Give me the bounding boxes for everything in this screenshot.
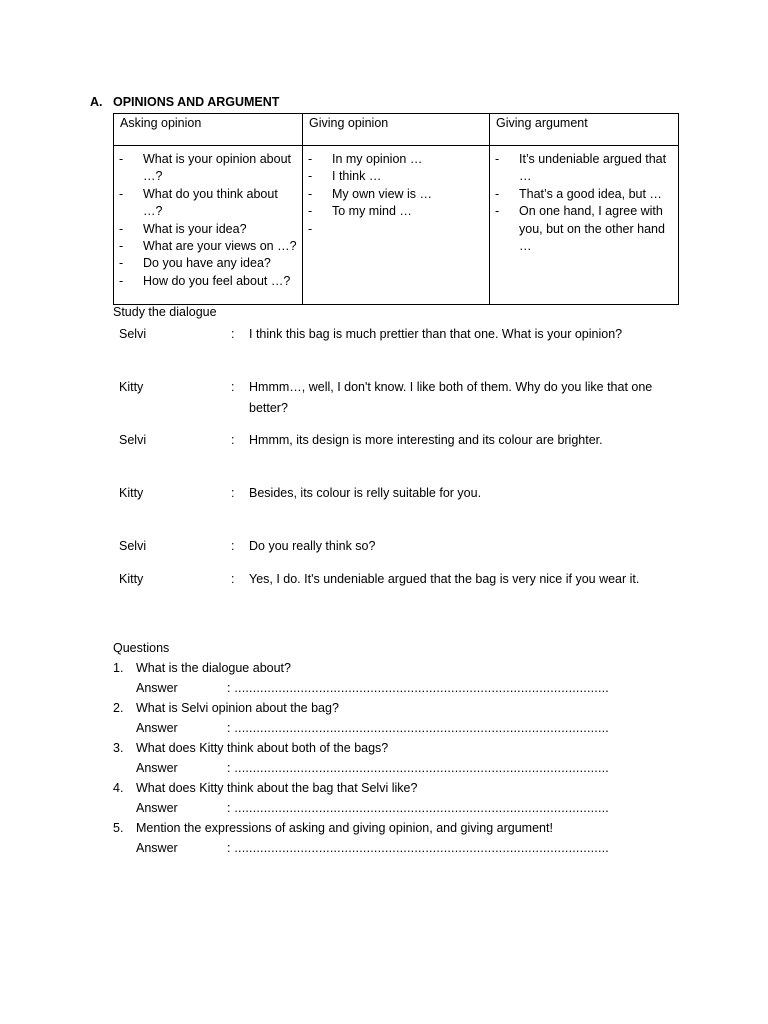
study-dialogue-heading: Study the dialogue [113,305,217,319]
dialogue-text: Yes, I do. It's undeniable argued that the bag is very nice if you wear it. [249,572,640,586]
list-item [308,151,485,168]
expression-text: It’s undeniable argued that … [519,152,667,184]
dialogue-colon: : [231,380,235,394]
expression-text: What do you think about …? [143,186,278,219]
header-asking-opinion: Asking opinion [114,114,303,146]
dialogue-text: Do you really think so? [249,539,376,553]
answer-blank[interactable]: : ...................................................................................................... [227,841,609,855]
expression-text: What are your views on …? [143,239,297,254]
list-item [119,255,298,272]
question-number: 5. [113,821,124,835]
dialogue-colon: : [231,539,235,553]
question-number: 2. [113,701,124,715]
speaker-name: Selvi [119,433,147,447]
dash-bullet: - [119,256,124,271]
dash-bullet: - [495,152,500,166]
dash-bullet: - [495,204,500,219]
dash-bullet: - [308,152,313,166]
answer-blank[interactable]: : ...................................................................................................... [227,681,609,695]
list-item [495,203,674,255]
question-number: 3. [113,741,124,755]
dialogue-text: Hmmm…, well, I don't know. I like both of them. Why do you like that one better? [249,380,653,415]
dash-bullet: - [308,186,313,201]
expressions-table [113,113,679,305]
asking-opinion-list [114,146,302,290]
expression-text: My own view is … [332,186,433,201]
giving-argument-list [490,146,678,255]
header-giving-opinion: Giving opinion [303,114,490,146]
speaker-name: Kitty [119,380,144,394]
question-text: What is Selvi opinion about the bag? [136,701,339,715]
dialogue-colon: : [231,486,235,500]
questions-heading: Questions [113,641,170,655]
header-giving-argument: Giving argument [490,114,679,146]
section-title: OPINIONS AND ARGUMENT [113,95,280,109]
answer-blank[interactable]: : ...................................................................................................... [227,721,609,735]
dialogue-colon: : [231,433,235,447]
expression-text [332,221,485,238]
list-item [495,151,674,186]
expression-text: Do you have any idea? [143,256,271,271]
dash-bullet: - [119,239,124,254]
speaker-name: Kitty [119,572,144,586]
list-item [119,221,298,238]
expression-text: To my mind … [332,204,412,219]
list-item [308,186,485,203]
speaker-name: Selvi [119,539,147,553]
dialogue-text: I think this bag is much prettier than that one. What is your opinion? [249,327,623,341]
dash-bullet: - [308,221,313,236]
answer-label: Answer [136,801,178,815]
section-heading [90,95,279,109]
list-item [308,221,485,238]
expression-text: In my opinion … [332,152,423,166]
speaker-name: Kitty [119,486,144,500]
list-item [495,186,674,203]
question-number: 4. [113,781,124,795]
giving-opinion-cell [303,146,490,305]
question-number: 1. [113,661,124,675]
list-item [119,273,298,290]
list-item [308,203,485,220]
answer-label: Answer [136,841,178,855]
expression-text: What is your opinion about …? [143,152,292,184]
expression-text: I think … [332,169,382,184]
dash-bullet: - [308,204,313,219]
dash-bullet: - [119,221,124,236]
dash-bullet: - [119,273,124,288]
giving-opinion-list [303,146,489,238]
answer-label: Answer [136,721,178,735]
question-text: What does Kitty think about both of the bags? [136,741,389,755]
expression-text: On one hand, I agree with you, but on the other hand … [519,204,665,254]
question-text: Mention the expressions of asking and giving opinion, and giving argument! [136,821,553,835]
expression-text: How do you feel about …? [143,273,291,288]
speaker-name: Selvi [119,327,147,341]
dialogue-colon: : [231,572,235,586]
dialogue-colon: : [231,327,235,341]
dash-bullet: - [308,169,313,184]
dash-bullet: - [495,186,500,201]
asking-opinion-cell [114,146,303,305]
answer-blank[interactable]: : ...................................................................................................... [227,801,609,815]
expression-text: That’s a good idea, but … [519,186,662,201]
dash-bullet: - [119,152,124,166]
question-text: What does Kitty think about the bag that Selvi like? [136,781,418,795]
list-item [119,151,298,186]
answer-label: Answer [136,761,178,775]
answer-label: Answer [136,681,178,695]
dialogue-text: Hmmm, its design is more interesting and its colour are brighter. [249,433,603,447]
giving-argument-cell [490,146,679,305]
question-text: What is the dialogue about? [136,661,291,675]
dialogue-text: Besides, its colour is relly suitable for you. [249,486,482,500]
list-item [119,186,298,221]
list-item [119,238,298,255]
answer-blank[interactable]: : ...................................................................................................... [227,761,609,775]
expression-text: What is your idea? [143,221,247,236]
dash-bullet: - [119,186,124,201]
list-item [308,168,485,185]
section-letter: A. [90,95,103,109]
